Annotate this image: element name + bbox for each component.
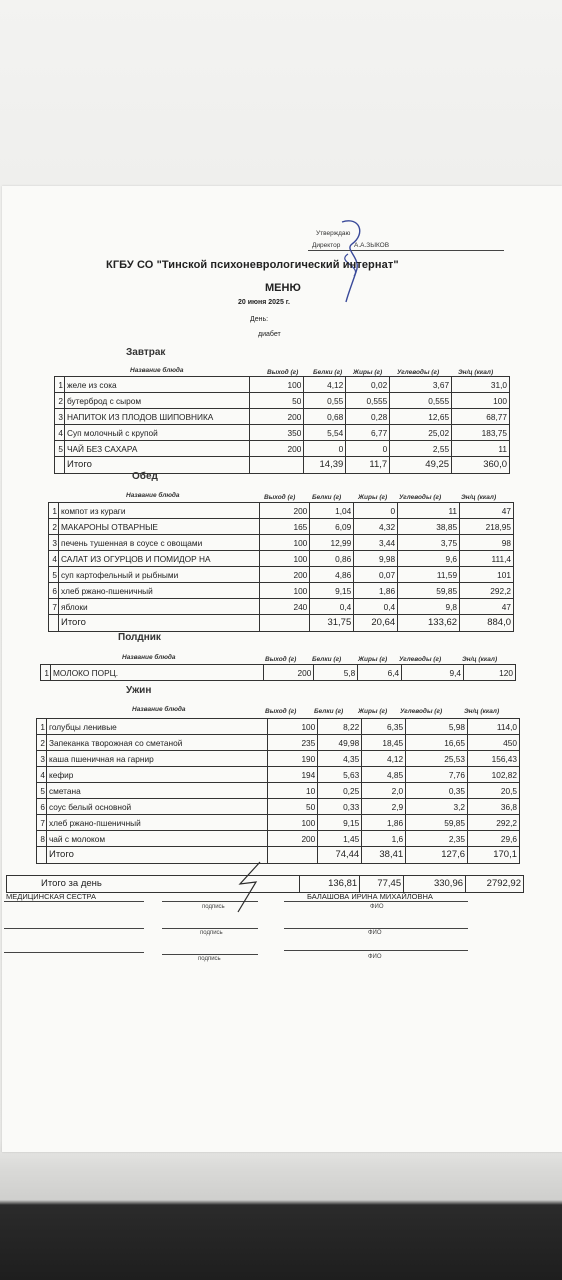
dish-yield: 100 [260,535,310,551]
dish-name: бутерброд с сыром [64,393,250,409]
dish-name: хлеб ржано-пшеничный [58,583,259,599]
dish-energy: 100 [452,393,510,409]
dish-protein: 49,98 [318,735,362,751]
total-row [37,847,520,864]
table-row [55,425,510,441]
dish-carbs: 12,65 [390,409,452,425]
dish-protein: 0,4 [310,599,354,615]
signature-line [162,954,258,955]
dish-carbs: 5,98 [406,719,468,735]
total-energy: 884,0 [460,615,514,632]
dish-name: Запеканка творожная со сметаной [46,735,267,751]
table-row [37,799,520,815]
dish-name: хлеб ржано-пшеничный [46,815,267,831]
total-protein: 14,39 [304,457,346,474]
dish-protein: 4,35 [318,751,362,767]
dish-fat: 0,07 [354,567,398,583]
header-dish: Название блюда [122,654,176,661]
total-spacer [55,457,65,474]
dish-fat: 6,77 [346,425,390,441]
day-label: День: [250,316,269,323]
dish-carbs: 9,6 [398,551,460,567]
dish-name: соус белый основной [46,799,267,815]
lunch-title: Обед [132,471,158,482]
dish-yield: 100 [260,583,310,599]
nurse-label: МЕДИЦИНСКАЯ СЕСТРА [6,892,97,901]
header-carbs: Углеводы (г) [399,494,442,501]
dish-energy: 11 [452,441,510,457]
nurse-name: БАЛАШОВА ИРИНА МИХАЙЛОВНА [307,892,433,901]
header-yield: Выход (г) [264,494,296,501]
dish-name: кефир [46,767,267,783]
row-number: 6 [37,799,47,815]
dish-name: Суп молочный с крупой [64,425,250,441]
dish-name: яблоки [58,599,259,615]
table-row [49,567,514,583]
dish-carbs: 2,35 [406,831,468,847]
day-total-fat: 77,45 [360,876,404,893]
approve-label: Утверждаю [316,230,351,237]
total-row [55,457,510,474]
dish-protein: 4,12 [304,377,346,393]
dinner-table [36,718,520,864]
header-carbs: Углеводы (г) [400,708,443,715]
total-energy: 360,0 [452,457,510,474]
dish-protein: 5,54 [304,425,346,441]
dish-yield: 240 [260,599,310,615]
dish-fat: 9,98 [354,551,398,567]
dish-protein: 12,99 [310,535,354,551]
dish-energy: 31,0 [452,377,510,393]
row-number: 4 [37,767,47,783]
dish-fat: 18,45 [362,735,406,751]
header-carbs: Углеводы (г) [399,656,442,663]
dish-yield: 165 [260,519,310,535]
table-row [37,767,520,783]
dinner-title: Ужин [126,685,152,696]
snack-table [40,664,516,681]
dish-carbs: 11,59 [398,567,460,583]
signature-line [284,928,468,929]
director-label: Директор [312,242,341,249]
dish-yield: 100 [268,719,318,735]
signature-line [4,928,144,929]
diet-label: диабет [258,331,281,338]
row-number: 1 [49,503,59,519]
total-protein: 31,75 [310,615,354,632]
table-row [37,719,520,735]
row-number: 3 [37,751,47,767]
snack-title: Полдник [118,632,161,643]
header-dish: Название блюда [130,367,184,374]
total-energy: 170,1 [468,847,520,864]
dish-carbs: 3,75 [398,535,460,551]
dish-fat: 0,555 [346,393,390,409]
dish-fat: 0,4 [354,599,398,615]
dish-protein: 0,25 [318,783,362,799]
header-protein: Белки (г) [312,494,342,501]
dish-fat: 0,02 [346,377,390,393]
dish-carbs: 9,4 [402,665,464,681]
row-number: 4 [49,551,59,567]
table-row [37,751,520,767]
row-number: 7 [37,815,47,831]
header-protein: Белки (г) [314,708,344,715]
table-row [37,783,520,799]
table-row [49,551,514,567]
dish-energy: 102,82 [468,767,520,783]
dish-name: чай с молоком [46,831,267,847]
dish-carbs: 16,65 [406,735,468,751]
fio-label: ФИО [370,904,384,910]
dish-fat: 0 [354,503,398,519]
dish-name: желе из сока [64,377,250,393]
row-number: 7 [49,599,59,615]
total-label: Итого [64,457,250,474]
table-row [55,409,510,425]
dish-carbs: 38,85 [398,519,460,535]
header-carbs: Углеводы (г) [397,369,440,376]
row-number: 2 [37,735,47,751]
dish-yield: 200 [250,441,304,457]
header-fat: Жиры (г) [358,494,388,501]
table-row [49,535,514,551]
table-row [37,815,520,831]
total-row [49,615,514,632]
breakfast-title: Завтрак [126,347,166,358]
dish-carbs: 0,35 [406,783,468,799]
sign-label: подпись [202,904,225,910]
dish-fat: 0 [346,441,390,457]
dish-protein: 5,8 [314,665,358,681]
signature-line [284,950,468,951]
row-number: 4 [55,425,65,441]
dish-energy: 450 [468,735,520,751]
dish-energy: 98 [460,535,514,551]
total-label: Итого [58,615,259,632]
dish-protein: 0,55 [304,393,346,409]
table-row [55,441,510,457]
day-total-protein: 136,81 [300,876,360,893]
dish-protein: 1,04 [310,503,354,519]
dish-energy: 36,8 [468,799,520,815]
sign-label: подпись [200,930,223,936]
dish-carbs: 3,67 [390,377,452,393]
total-fat: 38,41 [362,847,406,864]
dish-name: САЛАТ ИЗ ОГУРЦОВ И ПОМИДОР НА [58,551,259,567]
total-fat: 11,7 [346,457,390,474]
dish-carbs: 7,76 [406,767,468,783]
dish-fat: 4,32 [354,519,398,535]
dish-protein: 8,22 [318,719,362,735]
dish-energy: 111,4 [460,551,514,567]
row-number: 2 [55,393,65,409]
header-energy: Эн/ц (ккал) [461,494,497,501]
row-number: 1 [41,665,51,681]
dish-energy: 292,2 [460,583,514,599]
header-dish: Название блюда [132,706,186,713]
header-fat: Жиры (г) [358,708,388,715]
table-row [41,665,516,681]
dish-energy: 29,6 [468,831,520,847]
lunch-table [48,502,514,632]
table-row [49,519,514,535]
dish-fat: 4,12 [362,751,406,767]
dish-name: ЧАЙ БЕЗ САХАРА [64,441,250,457]
dish-energy: 47 [460,599,514,615]
dish-yield: 235 [268,735,318,751]
dish-carbs: 25,53 [406,751,468,767]
dish-yield: 200 [268,831,318,847]
dish-energy: 68,77 [452,409,510,425]
table-row [49,503,514,519]
dish-name: МАКАРОНЫ ОТВАРНЫЕ [58,519,259,535]
total-yield-empty [268,847,318,864]
table-row [49,599,514,615]
breakfast-table [54,376,510,474]
row-number: 8 [37,831,47,847]
menu-date: 20 июня 2025 г. [238,299,290,306]
row-number: 1 [55,377,65,393]
dish-yield: 194 [268,767,318,783]
dish-protein: 9,15 [310,583,354,599]
dish-protein: 5,63 [318,767,362,783]
dish-name: каша пшеничная на гарнир [46,751,267,767]
signature-line [162,928,258,929]
dish-yield: 100 [268,815,318,831]
header-dish: Название блюда [126,492,180,499]
dish-name: голубцы ленивые [46,719,267,735]
dish-protein: 0,68 [304,409,346,425]
dish-name: сметана [46,783,267,799]
dish-yield: 100 [260,551,310,567]
fio-label: ФИО [368,930,382,936]
dish-name: МОЛОКО ПОРЦ. [50,665,263,681]
total-yield-empty [260,615,310,632]
dish-energy: 101 [460,567,514,583]
dish-fat: 3,44 [354,535,398,551]
dish-carbs: 59,85 [398,583,460,599]
table-row [49,583,514,599]
dish-protein: 0,33 [318,799,362,815]
header-energy: Эн/ц (ккал) [462,656,498,663]
dish-yield: 50 [250,393,304,409]
day-total-carbs: 330,96 [404,876,466,893]
header-protein: Белки (г) [313,369,343,376]
dish-carbs: 2,55 [390,441,452,457]
dish-energy: 292,2 [468,815,520,831]
header-yield: Выход (г) [265,656,297,663]
table-row [55,393,510,409]
total-carbs: 49,25 [390,457,452,474]
header-fat: Жиры (г) [358,656,388,663]
dish-energy: 183,75 [452,425,510,441]
signature-line [4,901,144,902]
day-total-energy: 2792,92 [466,876,524,893]
dish-name: НАПИТОК ИЗ ПЛОДОВ ШИПОВНИКА [64,409,250,425]
dish-fat: 1,6 [362,831,406,847]
table-row [55,377,510,393]
total-protein: 74,44 [318,847,362,864]
row-number: 5 [55,441,65,457]
dish-yield: 200 [260,567,310,583]
total-spacer [37,847,47,864]
dish-fat: 1,86 [362,815,406,831]
row-number: 3 [49,535,59,551]
dish-yield: 200 [260,503,310,519]
dish-fat: 1,86 [354,583,398,599]
row-number: 6 [49,583,59,599]
dish-carbs: 3,2 [406,799,468,815]
dish-energy: 156,43 [468,751,520,767]
fio-label: ФИО [368,954,382,960]
org-name: КГБУ СО "Тинской психоневрологический интернат" [106,259,399,271]
table-row [37,735,520,751]
row-number: 5 [37,783,47,799]
header-fat: Жиры (г) [353,369,383,376]
dish-carbs: 25,02 [390,425,452,441]
header-energy: Эн/ц (ккал) [458,369,494,376]
dish-energy: 114,0 [468,719,520,735]
dish-protein: 0 [304,441,346,457]
dish-fat: 6,4 [358,665,402,681]
total-carbs: 127,6 [406,847,468,864]
header-protein: Белки (г) [312,656,342,663]
dish-name: печень тушенная в соусе с овощами [58,535,259,551]
dish-yield: 50 [268,799,318,815]
row-number: 3 [55,409,65,425]
dish-yield: 350 [250,425,304,441]
dish-energy: 20,5 [468,783,520,799]
dish-fat: 6,35 [362,719,406,735]
dish-yield: 190 [268,751,318,767]
dish-protein: 9,15 [318,815,362,831]
dish-yield: 200 [264,665,314,681]
total-carbs: 133,62 [398,615,460,632]
dish-protein: 4,86 [310,567,354,583]
dish-energy: 120 [464,665,516,681]
total-fat: 20,64 [354,615,398,632]
dish-protein: 1,45 [318,831,362,847]
dish-energy: 218,95 [460,519,514,535]
dish-fat: 2,0 [362,783,406,799]
header-energy: Эн/ц (ккал) [464,708,500,715]
sign-label: подпись [198,956,221,962]
row-number: 1 [37,719,47,735]
dish-name: суп картофельный и рыбными [58,567,259,583]
total-yield-empty [250,457,304,474]
row-number: 2 [49,519,59,535]
dish-carbs: 11 [398,503,460,519]
table-row [37,831,520,847]
menu-title: МЕНЮ [265,282,301,294]
day-total-label: Итого за день [7,876,300,893]
dish-fat: 2,9 [362,799,406,815]
dish-yield: 100 [250,377,304,393]
row-number: 5 [49,567,59,583]
header-yield: Выход (г) [265,708,297,715]
dish-fat: 0,28 [346,409,390,425]
header-yield: Выход (г) [267,369,299,376]
dish-carbs: 59,85 [406,815,468,831]
dish-yield: 10 [268,783,318,799]
dish-fat: 4,85 [362,767,406,783]
signature-line [284,901,468,902]
signature-line [4,952,144,953]
dish-yield: 200 [250,409,304,425]
director-name: А.А.ЗЫКОВ [354,242,390,249]
dish-name: компот из кураги [58,503,259,519]
dish-protein: 0,86 [310,551,354,567]
dish-carbs: 9,8 [398,599,460,615]
dish-protein: 6,09 [310,519,354,535]
menu-sheet [2,186,562,1152]
total-label: Итого [46,847,267,864]
dish-energy: 47 [460,503,514,519]
nurse-signature [230,858,270,914]
total-spacer [49,615,59,632]
dish-carbs: 0,555 [390,393,452,409]
